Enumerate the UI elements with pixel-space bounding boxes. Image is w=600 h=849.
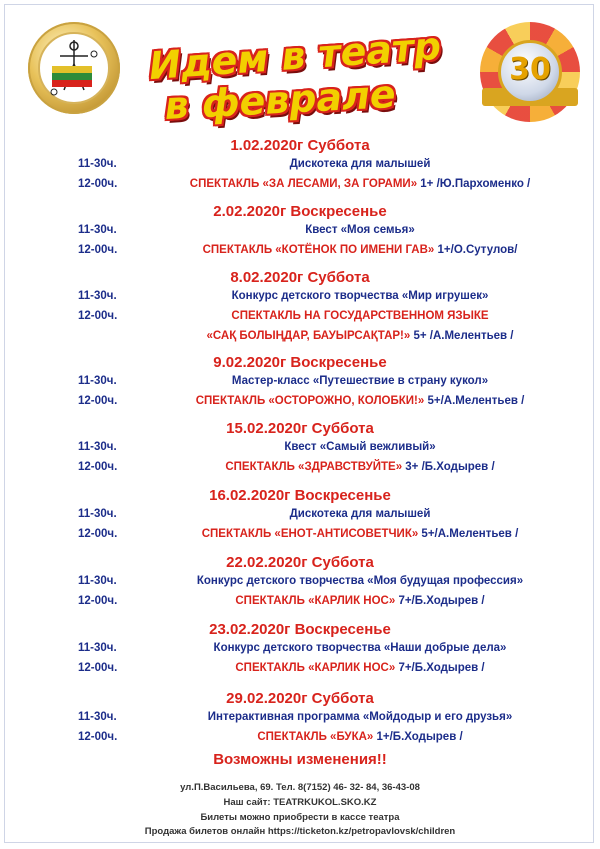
performance-title: СПЕКТАКЛЬ «КАРЛИК НОС» [235, 595, 396, 607]
event-title: Дискотека для малышей [289, 508, 431, 520]
event-time: 12-00ч. [78, 461, 118, 473]
event-time: 12-00ч. [78, 244, 118, 256]
event-time: 12-00ч. [78, 662, 118, 674]
poster-title-line1: Идем в театр [147, 23, 443, 89]
event-description [160, 224, 560, 236]
event-description [160, 711, 560, 723]
schedule-row [0, 662, 600, 680]
schedule-row [0, 461, 600, 479]
event-description [160, 178, 560, 190]
age-and-director: 5+/А.Мелентьев / [418, 528, 519, 540]
event-time: 11-30ч. [78, 224, 117, 236]
age-and-director: 7+/Б.Ходырев / [395, 595, 485, 607]
anniversary-number: 30 [509, 52, 551, 87]
footer-online: Продажа билетов онлайн https://ticketon.kz/petropavlovsk/children [144, 826, 456, 837]
event-description [160, 642, 560, 654]
footer-address: ул.П.Васильева, 69. Тел. 8(7152) 46- 32- 84, 36-43-08 [180, 782, 420, 793]
event-description [160, 290, 560, 302]
event-description [160, 575, 560, 587]
performance-title: СПЕКТАКЛЬ «ОСТОРОЖНО, КОЛОБКИ!» [195, 395, 425, 407]
schedule-row [0, 441, 600, 459]
day-heading: 15.02.2020г Суббота [226, 420, 374, 437]
performance-title: СПЕКТАКЛЬ «ЗДРАВСТВУЙТЕ» [225, 461, 403, 473]
schedule-row [0, 508, 600, 526]
event-description [160, 244, 560, 256]
event-description [160, 731, 560, 743]
changes-notice: Возможны изменения!! [213, 751, 387, 768]
footer-site: Наш сайт: TEATRKUKOL.SKO.KZ [223, 797, 377, 808]
age-and-director: 5+/А.Мелентьев / [424, 395, 525, 407]
schedule-row [0, 244, 600, 262]
event-time: 11-30ч. [78, 575, 117, 587]
schedule-row [0, 642, 600, 660]
event-description [160, 508, 560, 520]
age-and-director: 1+/Б.Ходырев / [373, 731, 463, 743]
event-title: Мастер-класс «Путешествие в страну кукол» [231, 375, 489, 387]
schedule-row [0, 575, 600, 593]
schedule-row [0, 528, 600, 546]
event-time: 12-00ч. [78, 528, 118, 540]
event-title: Конкурс детского творчества «Моя будущая профессия» [196, 575, 524, 587]
performance-title: СПЕКТАКЛЬ «КОТЁНОК ПО ИМЕНИ ГАВ» [202, 244, 435, 256]
age-and-director: 5+ /А.Мелентьев / [410, 330, 514, 342]
event-description [160, 310, 560, 322]
schedule-row [0, 711, 600, 729]
event-description [160, 461, 560, 473]
age-and-director: 1+/О.Сутулов/ [434, 244, 518, 256]
event-time: 12-00ч. [78, 595, 118, 607]
performance-title: СПЕКТАКЛЬ «ЗА ЛЕСАМИ, ЗА ГОРАМИ» [189, 178, 418, 190]
day-heading: 1.02.2020г Суббота [230, 137, 370, 154]
puppet-emblem-icon [40, 34, 108, 102]
event-description [160, 528, 560, 540]
schedule-row [0, 595, 600, 613]
schedule-row [0, 178, 600, 196]
day-heading: 8.02.2020г Суббота [230, 269, 370, 286]
event-time: 11-30ч. [78, 711, 117, 723]
event-description [160, 441, 560, 453]
event-title: Конкурс детского творчества «Наши добрые дела» [213, 642, 507, 654]
event-description [160, 595, 560, 607]
event-title: Конкурс детского творчества «Мир игрушек» [231, 290, 489, 302]
event-title: Интерактивная программа «Мойдодыр и его друзья» [207, 711, 513, 723]
day-heading: 9.02.2020г Воскресенье [213, 354, 387, 371]
age-and-director: 7+/Б.Ходырев / [395, 662, 485, 674]
event-time: 11-30ч. [78, 375, 117, 387]
event-title: Квест «Моя семья» [305, 224, 415, 236]
day-heading: 16.02.2020г Воскресенье [209, 487, 391, 504]
event-time: 12-00ч. [78, 310, 118, 322]
footer-tickets: Билеты можно приобрести в кассе театра [200, 812, 400, 823]
event-time: 12-00ч. [78, 731, 118, 743]
age-and-director: 3+ /Б.Ходырев / [402, 461, 495, 473]
age-and-director: 1+ /Ю.Пархоменко / [417, 178, 531, 190]
performance-title: СПЕКТАКЛЬ «ЕНОТ-АНТИСОВЕТЧИК» [201, 528, 419, 540]
event-description [160, 662, 560, 674]
performance-title: СПЕКТАКЛЬ НА ГОСУДАРСТВЕННОМ ЯЗЫКЕ [231, 310, 489, 322]
event-description [160, 330, 560, 342]
day-heading: 2.02.2020г Воскресенье [213, 203, 387, 220]
day-heading: 23.02.2020г Воскресенье [209, 621, 391, 638]
poster-title-line2: в феврале [163, 71, 397, 129]
event-description [160, 395, 560, 407]
event-time: 11-30ч. [78, 158, 117, 170]
schedule-row [0, 375, 600, 393]
day-heading: 29.02.2020г Суббота [226, 690, 374, 707]
event-time: 12-00ч. [78, 178, 118, 190]
schedule-row [0, 290, 600, 308]
schedule-row [0, 395, 600, 413]
event-time: 11-30ч. [78, 290, 117, 302]
schedule-row [0, 731, 600, 749]
event-time: 11-30ч. [78, 508, 117, 520]
event-title: Квест «Самый вежливый» [284, 441, 436, 453]
performance-title: СПЕКТАКЛЬ «КАРЛИК НОС» [235, 662, 396, 674]
event-description [160, 375, 560, 387]
event-title: Дискотека для малышей [289, 158, 431, 170]
event-time: 12-00ч. [78, 395, 118, 407]
event-time: 11-30ч. [78, 642, 117, 654]
performance-title: СПЕКТАКЛЬ «БУКА» [257, 731, 374, 743]
schedule-row [0, 330, 600, 348]
day-heading: 22.02.2020г Суббота [226, 554, 374, 571]
schedule-row [0, 158, 600, 176]
event-description [160, 158, 560, 170]
schedule-row [0, 224, 600, 242]
performance-title: «САҚ БОЛЫҢДАР, БАУЫРСАҚТАР!» [206, 330, 411, 342]
anniversary-badge [480, 22, 580, 122]
theatre-logo [28, 22, 120, 114]
event-time: 11-30ч. [78, 441, 117, 453]
schedule-row [0, 310, 600, 328]
